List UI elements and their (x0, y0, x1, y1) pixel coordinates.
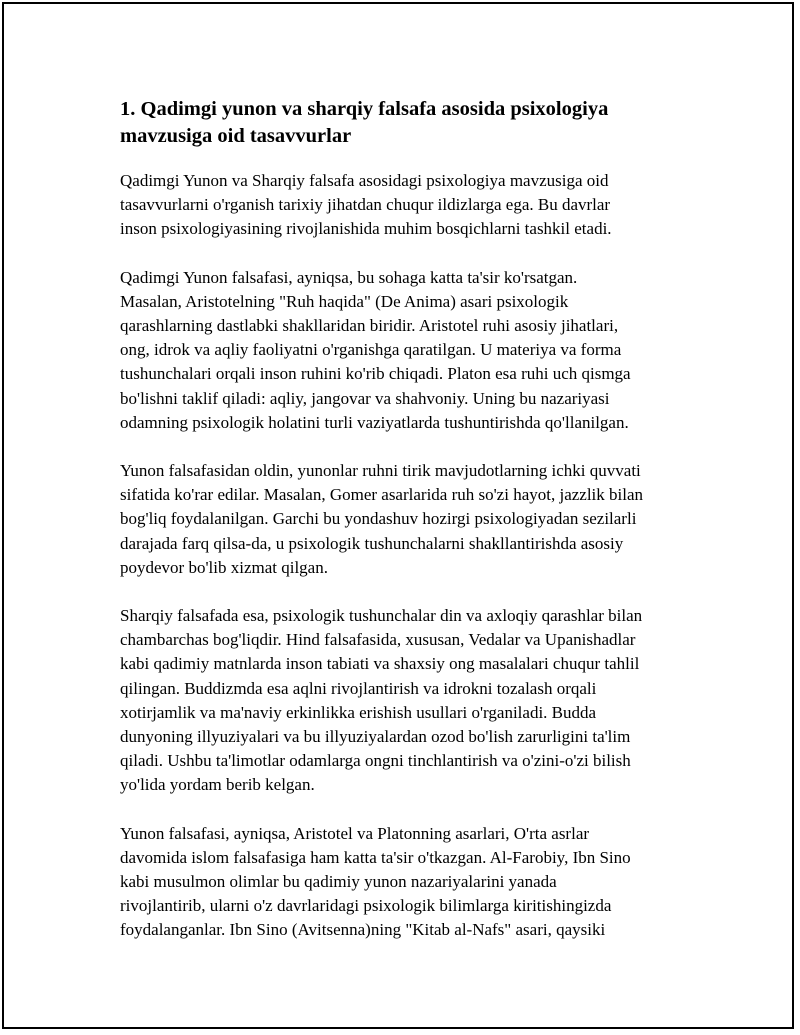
paragraph-3: Yunon falsafasidan oldin, yunonlar ruhni tirik mavjudotlarning ichki quvvati sifatida ko'rar edilar. Masalan, Gomer asarlarida ruh so'zi hayot, jazzlik bilan bog'liq foydalanilgan. Garchi bu yondashuv hozirgi psixologiyadan sezilarli darajada farq qilsa-da, u psixologik tushunchalarni shakllantirishda asosiy poydevor bo'lib xizmat qilgan. (120, 461, 644, 577)
paragraph-2: Qadimgi Yunon falsafasi, ayniqsa, bu sohaga katta ta'sir ko'rsatgan. Masalan, Aristotelning "Ruh haqida" (De Anima) asari psixologik qarashlarning dastlabki shakllaridan biridir. Aristotel ruhi asosiy jihatlari, ong, idrok va aqliy faoliyatni o'rganishga qaratilgan. U materiya va forma tushunchalari orqali inson ruhini ko'rib chiqadi. Platon esa ruhi uch qismga bo'lishni taklif qiladi: aqliy, jangovar va shahvoniy. Uning bu nazariyasi odamning psixologik holatini turli vaziyatlarda tushuntirishda qo'llanilgan. (120, 267, 631, 432)
paragraph-5: Yunon falsafasi, ayniqsa, Aristotel va Platonning asarlari, O'rta asrlar davomida islom falsafasiga ham katta ta'sir o'tkazgan. Al-Farobiy, Ibn Sino kabi musulmon olimlar bu qadimiy yunon nazariyalarini yanada rivojlantirib, ularni o'z davrlaridagi psixologik bilimlarga kiritishingizda foydalanganlar. Ibn Sino (Avitsenna)ning "Kitab al-Nafs" asari, qaysiki (120, 823, 631, 940)
document-page (2, 2, 794, 1029)
paragraph-4: Sharqiy falsafada esa, psixologik tushunchalar din va axloqiy qarashlar bilan chambarchas bog'liqdir. Hind falsafasida, xususan, Vedalar va Upanishadlar kabi qadimiy matnlarda inson tabiati va shaxsiy ong masalalari chuqur tahlil qilingan. Buddizmda esa aqlni rivojlantirish va idrokni tozalash orqali xotirjamlik va ma'naviy erkinlikka erishish usullari o'rganiladi. Budda dunyoning illyuziyalari va bu illyuziyalardan ozod bo'lish zarurligini ta'lim qiladi. Ushbu ta'limotlar odamlarga ongni tinchlantirish va o'zini-o'zi bilish yo'lida yordam berib kelgan. (120, 606, 643, 795)
paragraph-1: Qadimgi Yunon va Sharqiy falsafa asosidagi psixologiya mavzusiga oid tasavvurlarni o'rganish tarixiy jihatdan chuqur ildizlarga ega. Bu davrlar inson psixologiyasining rivojlanishida muhim bosqichlarni tashkil etadi. (120, 171, 612, 239)
document-body (120, 96, 700, 967)
section-heading: 1. Qadimgi yunon va sharqiy falsafa asosida psixologiya mavzusiga oid tasavvurlar (120, 98, 609, 147)
